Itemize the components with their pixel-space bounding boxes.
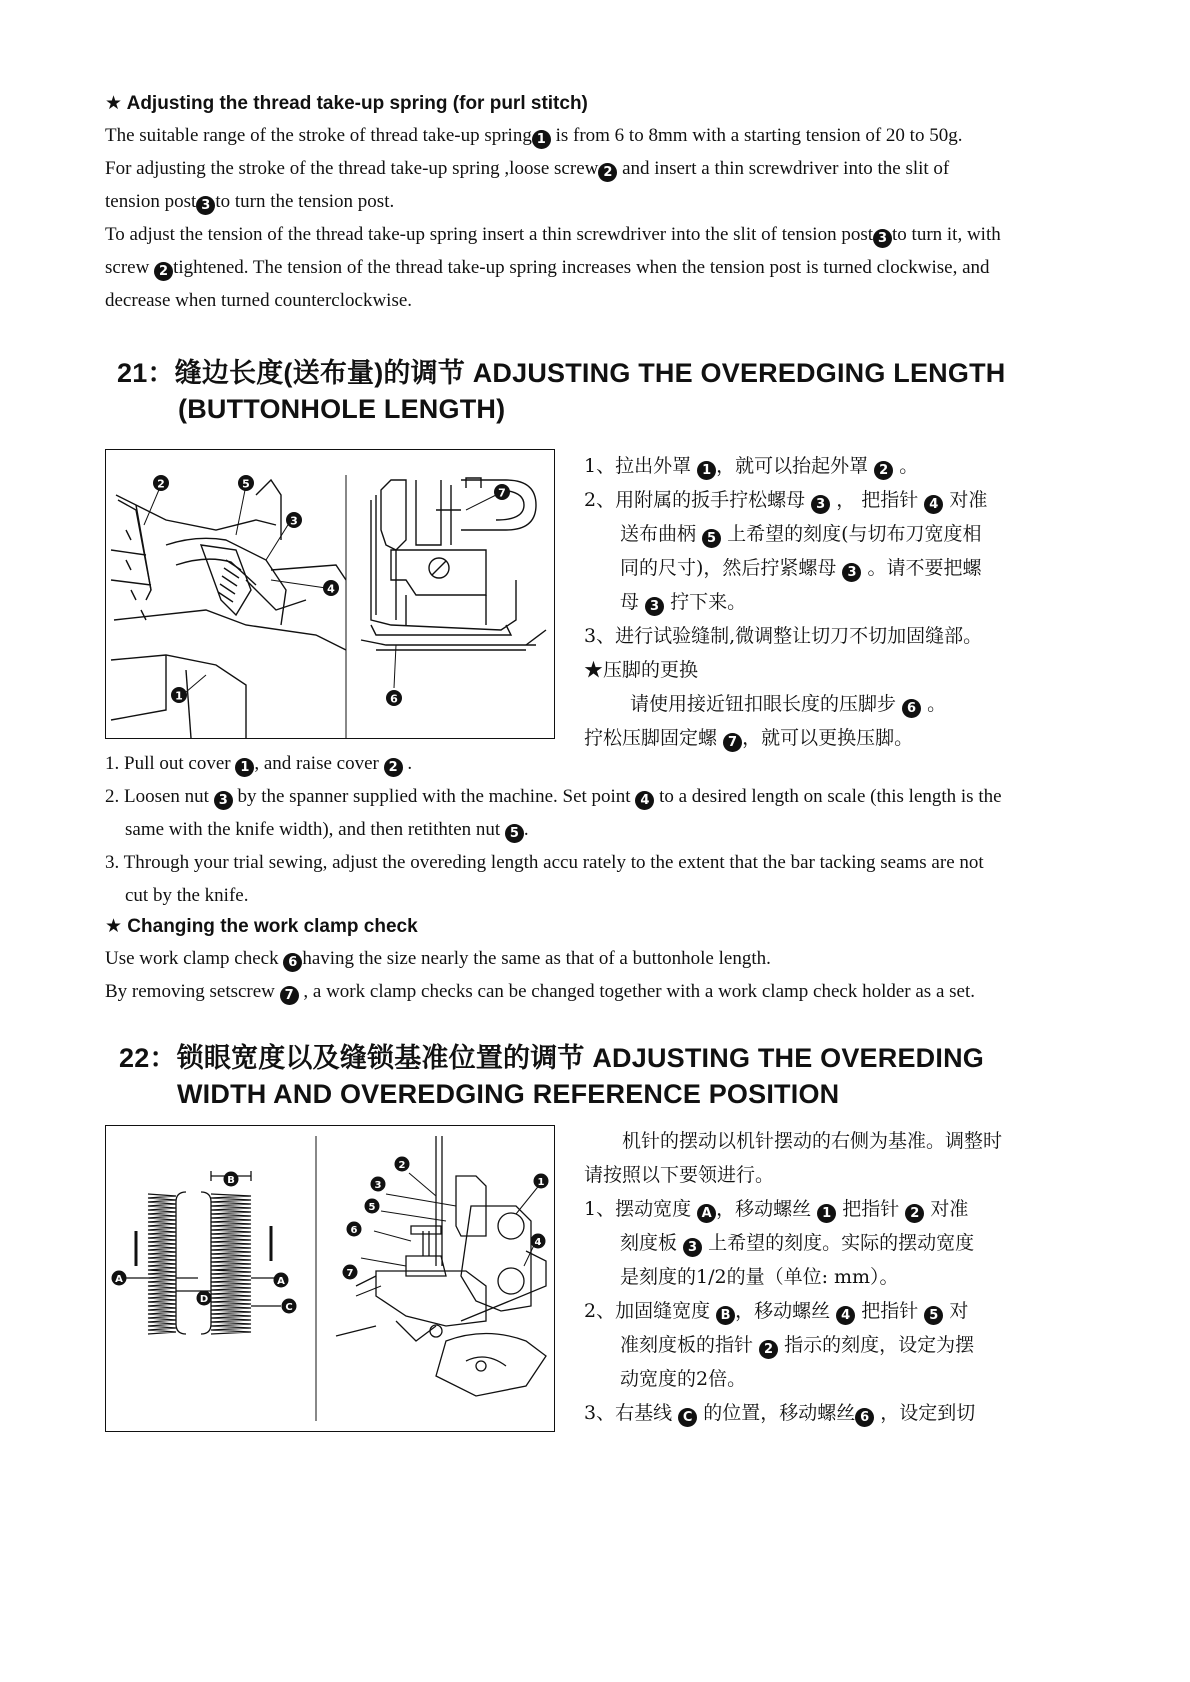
sec22-title (119, 1040, 984, 1112)
marker-3: 3 (645, 597, 664, 616)
cn22-l1-e: 刻度板 (620, 1232, 678, 1254)
sec21-title-line2: (BUTTONHOLE LENGTH) (178, 394, 506, 424)
en21-i2-b: by the spanner supplied with the machine. Set point (237, 786, 631, 807)
cn22-l1-f: 上希望的刻度。实际的摆动宽度 (708, 1232, 975, 1254)
cn21-l2-i: 拧下来。 (670, 591, 747, 613)
en21-clamp-heading: ★ Changing the work clamp check (105, 916, 418, 937)
purl-heading: ★ Adjusting the thread take-up spring (for purl stitch) (105, 93, 588, 114)
marker-2: 2 (598, 163, 617, 182)
sec22-title-line2: WIDTH AND OVEREDGING REFERENCE POSITION (177, 1079, 840, 1109)
callout-A-right: A (277, 1276, 285, 1287)
cn21-l2-h: 母 (620, 591, 640, 613)
cn21-l1-b: ，就可以抬起外罩 (716, 455, 869, 477)
cn21-l1: 1、拉出外罩 (584, 455, 692, 477)
cn22-l2-b: ，移动螺丝 (735, 1300, 831, 1322)
cn21-l1-c: 。 (899, 455, 919, 477)
callout-4: 4 (534, 1237, 542, 1248)
sec22-figure-callouts (112, 1157, 549, 1314)
sec21-title-line1: 21：缝边长度(送布量)的调节 ADJUSTING THE OVEREDGING LENGTH (117, 358, 1006, 388)
cn21-s2: 拧松压脚固定螺 (584, 727, 718, 749)
marker-7: 7 (723, 733, 742, 752)
cn21-l2-g: 。请不要把螺 (867, 557, 982, 579)
marker-3: 3 (873, 229, 892, 248)
marker-2: 2 (384, 758, 403, 777)
marker-1: 1 (817, 1204, 836, 1223)
cn22-l1-g: 是刻度的1/2的量（单位: mm）。 (620, 1266, 899, 1288)
marker-2: 2 (905, 1204, 924, 1223)
cn21-l2-c: 对准 (949, 489, 988, 511)
cn22-l1-d: 对准 (930, 1198, 969, 1220)
callout-3: 3 (374, 1180, 382, 1191)
cn22-l2-c: 把指针 (861, 1300, 919, 1322)
purl-p1-text: The suitable range of the stroke of thread take-up spring (105, 125, 532, 146)
cn21-l2-b: ， 把指针 (836, 489, 919, 511)
sec22-cn-text (584, 1124, 1009, 1430)
cn22-l1: 1、摆动宽度 (584, 1198, 692, 1220)
sec22-figure-drawing (106, 1126, 554, 1431)
cn21-l2-f: 同的尺寸)，然后拧紧螺母 (620, 557, 837, 579)
en21-i2-d: . (523, 819, 529, 840)
cn22-l1-c: 把指针 (842, 1198, 900, 1220)
purl-p2-text-b: and insert a thin screwdriver into the slit of tension post (105, 158, 950, 212)
callout-3: 3 (290, 514, 298, 528)
en21-i3: 3. Through your trial sewing, adjust the overeding length accu rately to the extent that the bar tacking seams are not cut by the knife. (105, 852, 984, 906)
sec21-cn-text (584, 449, 1024, 755)
purl-p3-text: To adjust the tension of the thread take-up spring insert a thin screwdriver into the slit of tension post (105, 224, 874, 245)
sec21-title (117, 355, 1005, 427)
callout-1: 1 (175, 689, 183, 703)
callout-4: 4 (327, 582, 335, 596)
sec21-figure-drawing (106, 450, 554, 738)
en21-p1: Use work clamp check (105, 948, 279, 969)
cn22-l2-d: 对 (949, 1300, 969, 1322)
marker-2: 2 (759, 1340, 778, 1359)
sec21-en-text (105, 747, 1010, 1008)
cn22-l2-e: 准刻度板的指针 (620, 1334, 754, 1356)
cn22-l3-b: 的位置，移动螺丝 (703, 1402, 856, 1424)
cn21-l3: 3、进行试验缝制,微调整让切刀不切加固缝部。 (584, 625, 983, 647)
marker-1: 1 (532, 130, 551, 149)
marker-6: 6 (902, 699, 921, 718)
marker-3: 3 (811, 495, 830, 514)
purl-body (105, 119, 1005, 317)
marker-4: 4 (635, 791, 654, 810)
marker-B: B (716, 1306, 735, 1325)
purl-p3-text-b: to turn it, with screw (105, 224, 1001, 278)
callout-B: B (227, 1175, 235, 1186)
callout-2: 2 (398, 1160, 406, 1171)
cn21-l2: 2、用附属的扳手拧松螺母 (584, 489, 806, 511)
cn21-l2-e: 上希望的刻度(与切布刀宽度相 (727, 523, 982, 545)
cn21-star-heading: ★压脚的更换 (584, 659, 699, 681)
marker-3: 3 (683, 1238, 702, 1257)
marker-2: 2 (154, 262, 173, 281)
callout-5: 5 (368, 1202, 376, 1213)
marker-1: 1 (235, 758, 254, 777)
marker-2: 2 (874, 461, 893, 480)
purl-p2-text: For adjusting the stroke of the thread take-up spring ,loose screw (105, 158, 599, 179)
purl-p2-text-c: to turn the tension post. (215, 191, 395, 212)
sec22-figure (105, 1125, 555, 1432)
sec21-figure (105, 449, 555, 739)
callout-7: 7 (498, 486, 506, 500)
cn22-l1-b: ，移动螺丝 (716, 1198, 812, 1220)
purl-p1-text-b: is from 6 to 8mm with a starting tension of 20 to 50g. (555, 125, 963, 146)
cn22-l2-g: 动宽度的2倍。 (620, 1368, 747, 1390)
callout-1: 1 (537, 1177, 545, 1188)
sec22-title-line1: 22：锁眼宽度以及缝锁基准位置的调节 ADJUSTING THE OVEREDING (119, 1043, 984, 1073)
marker-6: 6 (283, 953, 302, 972)
marker-7: 7 (280, 986, 299, 1005)
en21-i2: 2. Loosen nut (105, 786, 209, 807)
en21-i2-c: to a desired length on scale (this length is the same with the knife width), and then retithten nut (125, 786, 1002, 840)
callout-6: 6 (390, 692, 398, 706)
marker-A: A (697, 1204, 716, 1223)
marker-3: 3 (842, 563, 861, 582)
marker-6: 6 (855, 1408, 874, 1427)
cn22-l3-c: ，设定到切 (880, 1402, 976, 1424)
en21-p1-b: having the size nearly the same as that of a buttonhole length. (302, 948, 771, 969)
marker-5: 5 (505, 824, 524, 843)
cn22-l2: 2、加固缝宽度 (584, 1300, 711, 1322)
en21-p2-b: , a work clamp checks can be changed together with a work clamp check holder as a set. (303, 981, 975, 1002)
callout-5: 5 (242, 477, 250, 491)
en21-i1-c: . (407, 753, 413, 774)
cn21-l2-d: 送布曲柄 (620, 523, 697, 545)
cn21-s1: 请使用接近钮扣眼长度的压脚步 (630, 693, 897, 715)
callout-A-left: A (115, 1274, 123, 1285)
en21-i1: 1. Pull out cover (105, 753, 231, 774)
en21-i1-b: , and raise cover (254, 753, 379, 774)
marker-4: 4 (836, 1306, 855, 1325)
marker-3: 3 (214, 791, 233, 810)
cn21-s2-b: ，就可以更换压脚。 (742, 727, 914, 749)
cn22-l2-f: 指示的刻度，设定为摆 (784, 1334, 975, 1356)
callout-C: C (285, 1302, 293, 1313)
marker-1: 1 (697, 461, 716, 480)
marker-5: 5 (924, 1306, 943, 1325)
callout-6: 6 (350, 1225, 358, 1236)
callout-2: 2 (157, 477, 165, 491)
callout-D: D (199, 1294, 209, 1305)
cn22-intro: 机针的摆动以机针摆动的右侧为基准。调整时请按照以下要领进行。 (584, 1130, 1003, 1186)
purl-p3-text-c: tightened. The tension of the thread take-up spring increases when the tension post is turned clockwise, and decrease when turned counterclockwise. (105, 257, 990, 311)
callout-7: 7 (346, 1268, 354, 1279)
marker-C: C (678, 1408, 697, 1427)
en21-p2: By removing setscrew (105, 981, 275, 1002)
cn21-s1-b: 。 (927, 693, 947, 715)
marker-3: 3 (196, 196, 215, 215)
marker-5: 5 (702, 529, 721, 548)
cn22-l3: 3、右基线 (584, 1402, 673, 1424)
marker-4: 4 (924, 495, 943, 514)
